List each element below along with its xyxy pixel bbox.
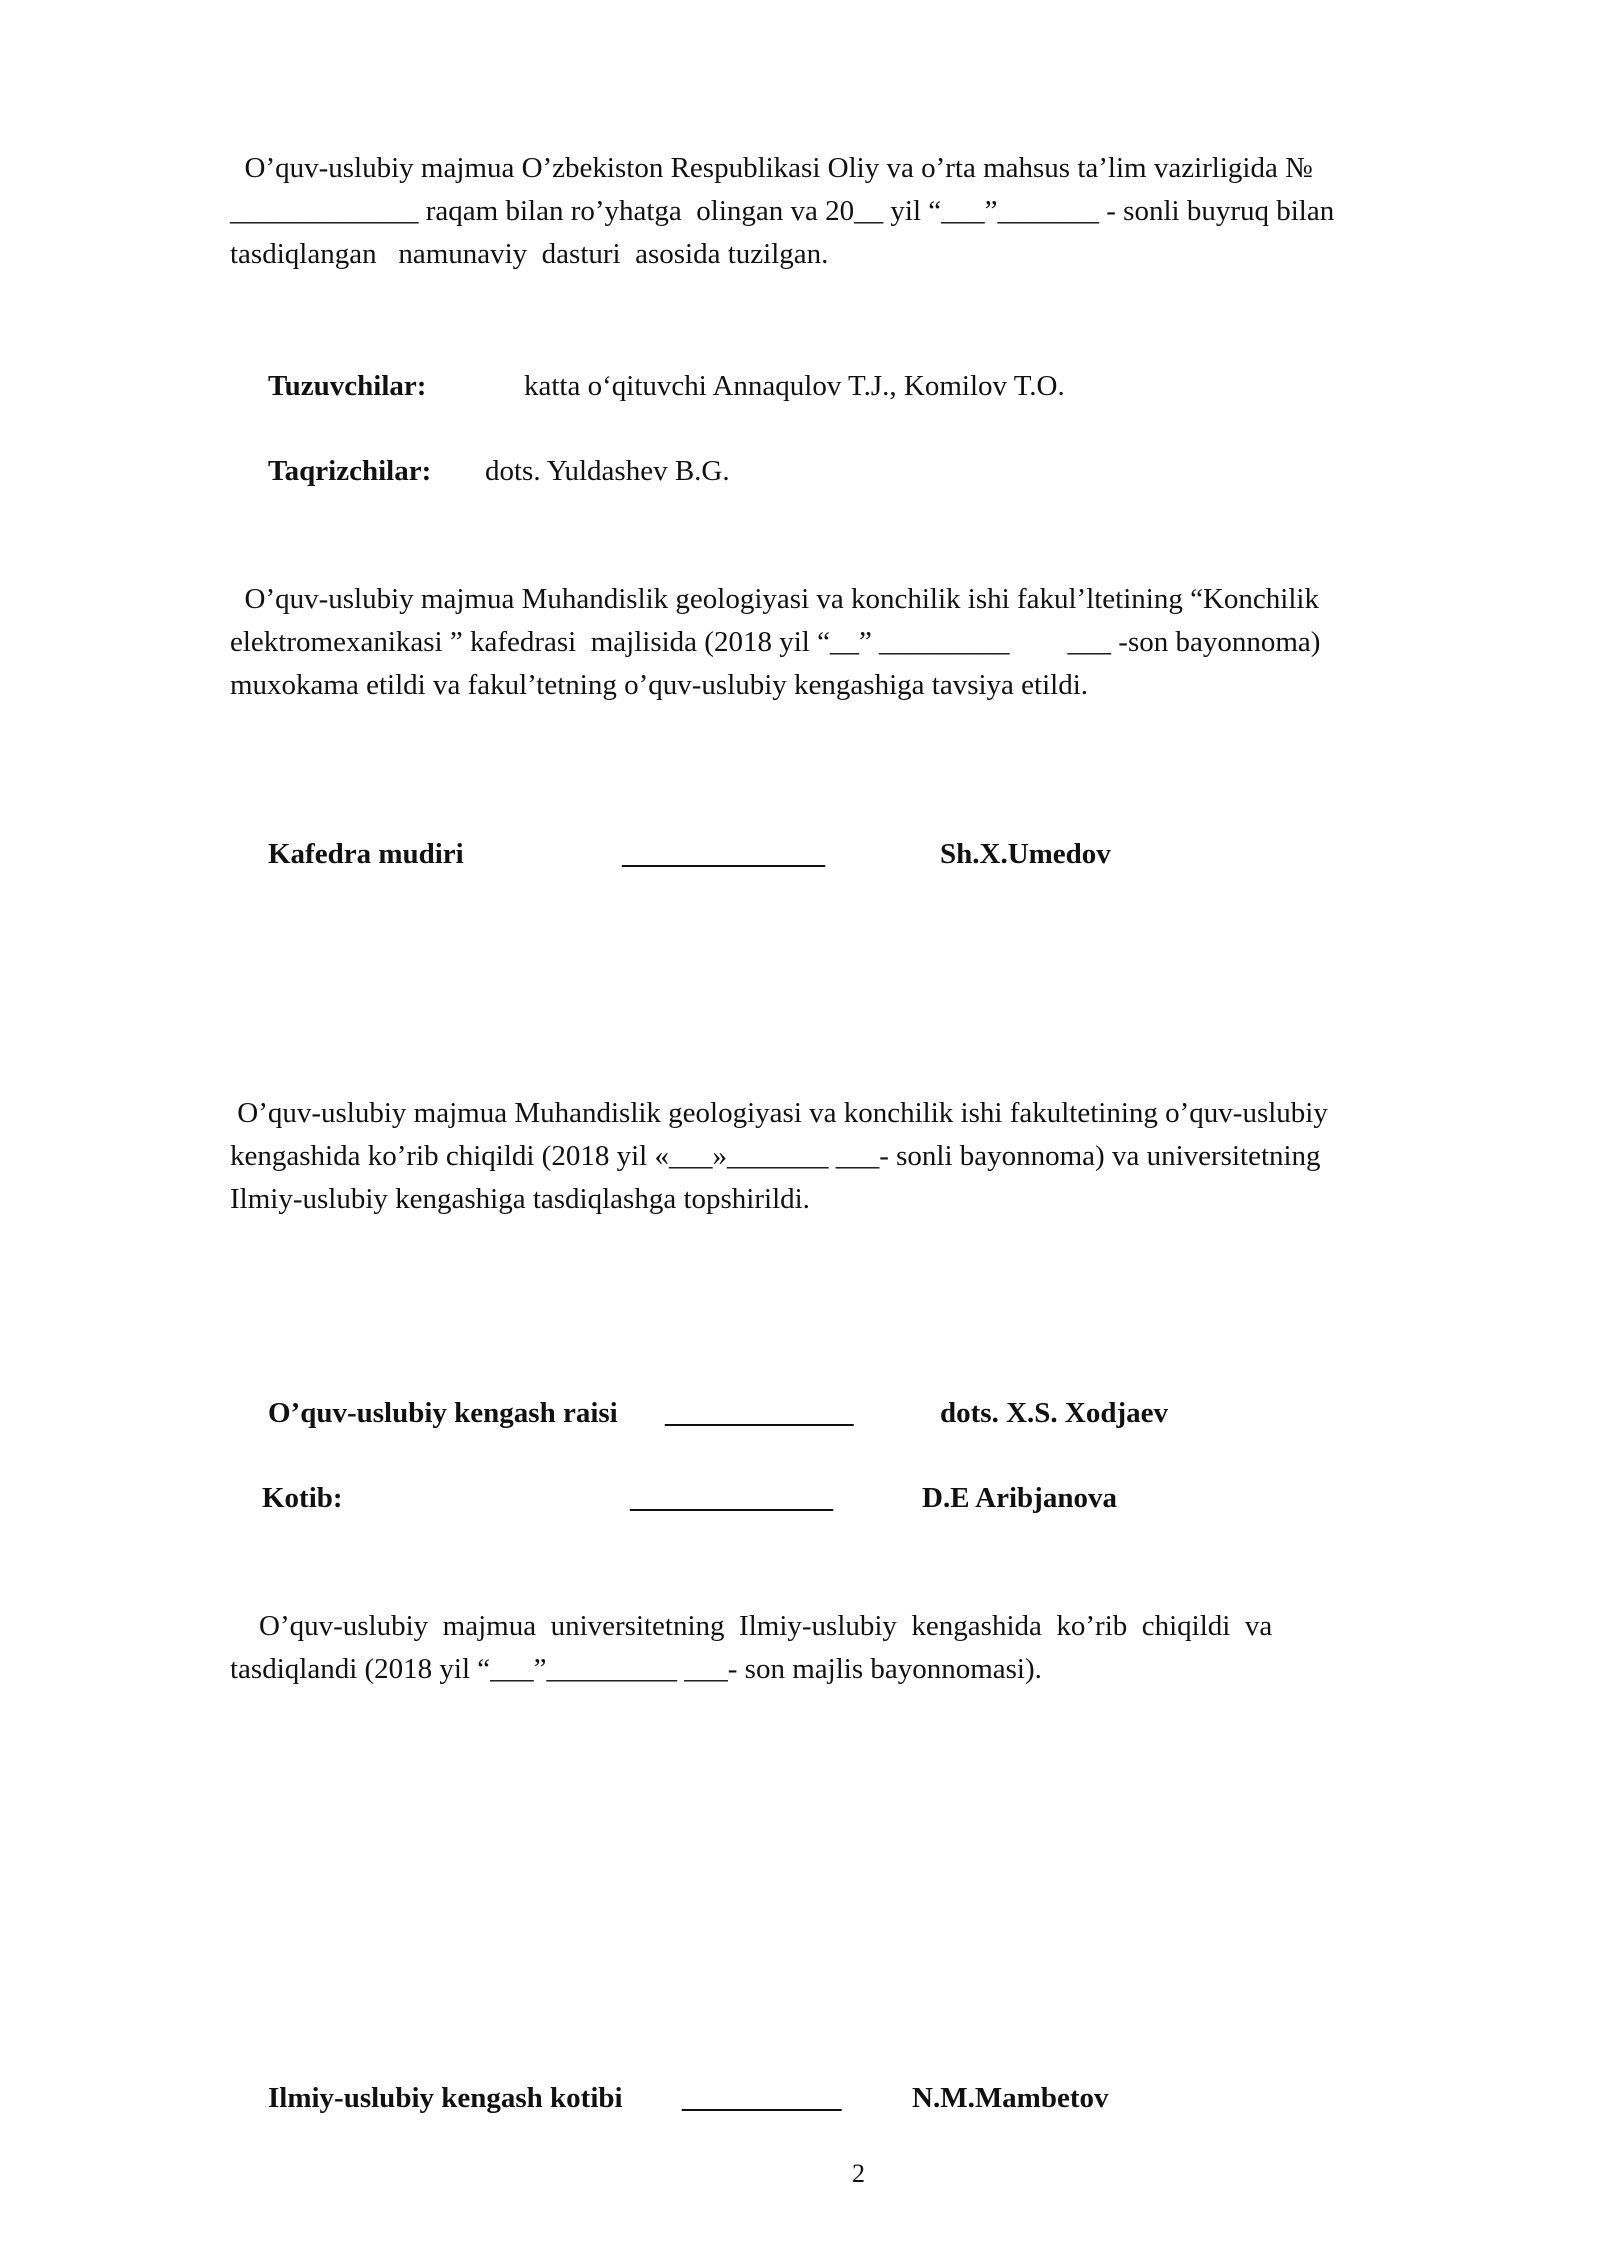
intro-line-2: _____________ raqam bilan ro’yhatga olingan va 20__ yil “___”_______ - sonli buyruq bilan	[230, 195, 1335, 227]
university-council-line-2: tasdiqlandi (2018 yil “___”_________ ___- son majlis bayonnomasi).	[230, 1653, 1042, 1685]
signature-line: _____________	[665, 1397, 854, 1429]
authors-label: Tuzuvchilar:	[268, 370, 427, 402]
scientific-council-secretary-label: Ilmiy-uslubiy kengash kotibi	[268, 2082, 623, 2114]
reviewers-value: dots. Yuldashev B.G.	[485, 455, 730, 487]
signature-line: ______________	[630, 1482, 833, 1514]
intro-line-3: tasdiqlangan namunaviy dasturi asosida tuzilgan.	[230, 238, 829, 270]
signature-line: ___________	[682, 2082, 842, 2114]
head-of-department-name: Sh.X.Umedov	[940, 838, 1111, 870]
faculty-council-line-3: Ilmiy-uslubiy kengashiga tasdiqlashga topshirildi.	[230, 1183, 810, 1215]
reviewers-label: Taqrizchilar:	[268, 455, 432, 487]
faculty-council-line-2: kengashida ko’rib chiqildi (2018 yil «___»_______ ___- sonli bayonnoma) va universitetning	[230, 1140, 1321, 1172]
department-line-3: muxokama etildi va fakul’tetning o’quv-uslubiy kengashiga tavsiya etildi.	[230, 669, 1089, 701]
secretary-label: Kotib:	[262, 1482, 343, 1514]
department-line-1: O’quv-uslubiy majmua Muhandislik geologiyasi va konchilik ishi fakul’ltetining “Konchilik	[230, 583, 1319, 615]
department-line-2: elektromexanikasi ” kafedrasi majlisida (2018 yil “__” _________ ___ -son bayonnoma)	[230, 626, 1321, 658]
authors-value: katta o‘qituvchi Annaqulov T.J., Komilov T.O.	[524, 370, 1065, 402]
council-chair-label: O’quv-uslubiy kengash raisi	[268, 1397, 618, 1429]
scientific-council-secretary-name: N.M.Mambetov	[912, 2082, 1109, 2114]
faculty-council-line-1: O’quv-uslubiy majmua Muhandislik geologiyasi va konchilik ishi fakultetining o’quv-uslubiy	[230, 1097, 1328, 1129]
intro-line-1: O’quv-uslubiy majmua O’zbekiston Respublikasi Oliy va o’rta mahsus ta’lim vazirligida №	[230, 152, 1313, 184]
council-chair-name: dots. X.S. Xodjaev	[940, 1397, 1168, 1429]
secretary-name: D.E Aribjanova	[922, 1482, 1117, 1514]
head-of-department-label: Kafedra mudiri	[268, 838, 464, 870]
signature-line: ______________	[622, 838, 825, 870]
university-council-line-1: O’quv-uslubiy majmua universitetning Ilmiy-uslubiy kengashida ko’rib chiqildi va	[230, 1610, 1273, 1642]
page-number: 2	[852, 2159, 865, 2188]
